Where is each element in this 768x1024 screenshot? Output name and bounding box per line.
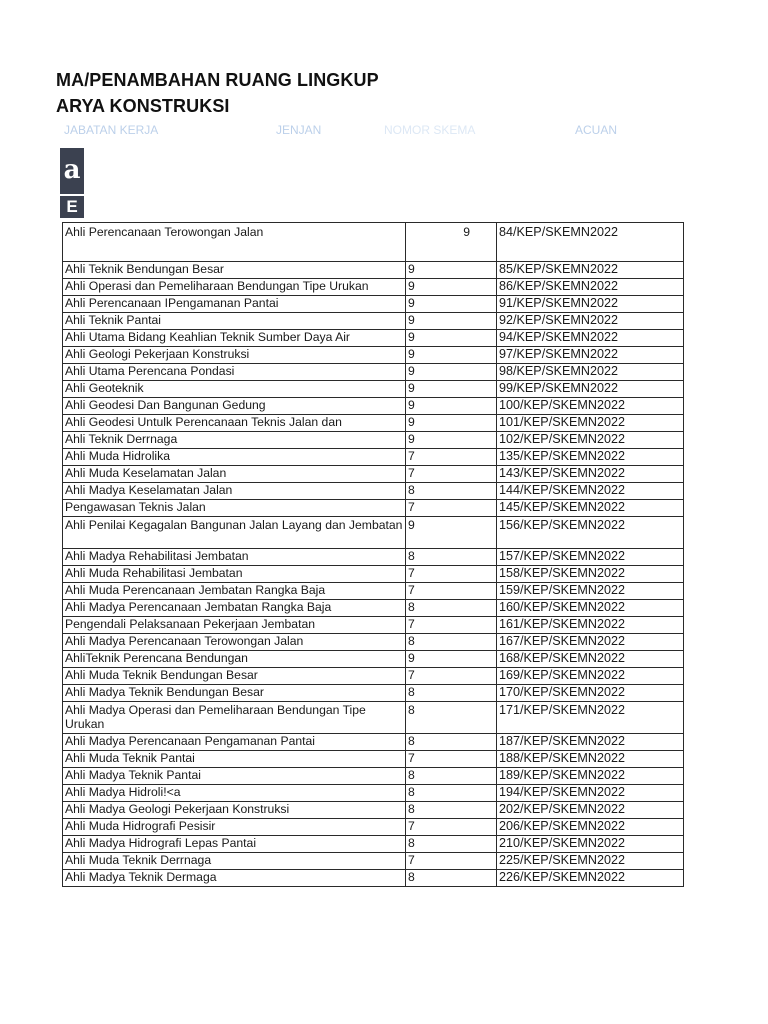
level-cell: 7 bbox=[406, 853, 497, 870]
table-row bbox=[63, 364, 684, 381]
scheme-number-cell: 157/KEP/SKEMN2022 bbox=[497, 549, 684, 566]
job-title-cell: Ahli Madya Rehabilitasi Jembatan bbox=[63, 549, 406, 566]
job-title-cell: Ahli Madya Teknik Bendungan Besar bbox=[63, 685, 406, 702]
job-title-cell: Ahli Madya Perencanaan Pengamanan Pantai bbox=[63, 734, 406, 751]
level-cell: 7 bbox=[406, 617, 497, 634]
table-row bbox=[63, 517, 684, 549]
table-row bbox=[63, 819, 684, 836]
job-title-cell: Ahli Madya Operasi dan Pemeliharaan Bendungan Tipe Urukan bbox=[63, 702, 406, 734]
job-title-cell: Ahli Muda Keselamatan Jalan bbox=[63, 466, 406, 483]
table-row bbox=[63, 651, 684, 668]
table-row bbox=[63, 734, 684, 751]
job-title-cell: Ahli Teknik Derrnaga bbox=[63, 432, 406, 449]
level-cell: 9 bbox=[406, 517, 497, 549]
level-cell: 7 bbox=[406, 583, 497, 600]
level-cell: 8 bbox=[406, 870, 497, 887]
scheme-number-cell: 145/KEP/SKEMN2022 bbox=[497, 500, 684, 517]
table-row bbox=[63, 702, 684, 734]
level-cell: 7 bbox=[406, 751, 497, 768]
scheme-number-cell: 225/KEP/SKEMN2022 bbox=[497, 853, 684, 870]
level-cell: 8 bbox=[406, 802, 497, 819]
scheme-number-cell: 206/KEP/SKEMN2022 bbox=[497, 819, 684, 836]
level-cell: 8 bbox=[406, 734, 497, 751]
table-row bbox=[63, 785, 684, 802]
job-title-cell: Ahli Madya Teknik Pantai bbox=[63, 768, 406, 785]
scheme-number-cell: 160/KEP/SKEMN2022 bbox=[497, 600, 684, 617]
level-cell: 9 bbox=[406, 262, 497, 279]
document-title-line-2: ARYA KONSTRUKSI bbox=[56, 96, 230, 116]
level-cell: 8 bbox=[406, 836, 497, 853]
level-cell: 8 bbox=[406, 549, 497, 566]
level-cell: 9 bbox=[406, 364, 497, 381]
table-row bbox=[63, 566, 684, 583]
job-title-cell: Ahli Muda Teknik Derrnaga bbox=[63, 853, 406, 870]
table-row bbox=[63, 279, 684, 296]
table-row bbox=[63, 617, 684, 634]
scheme-number-cell: 210/KEP/SKEMN2022 bbox=[497, 836, 684, 853]
level-cell: 9 bbox=[406, 223, 497, 262]
level-cell: 8 bbox=[406, 685, 497, 702]
job-title-cell: Ahli Geologi Pekerjaan Konstruksi bbox=[63, 347, 406, 364]
job-title-cell: Ahli Madya Hidrografi Lepas Pantai bbox=[63, 836, 406, 853]
scheme-number-cell: 187/KEP/SKEMN2022 bbox=[497, 734, 684, 751]
level-cell: 7 bbox=[406, 566, 497, 583]
table-row bbox=[63, 262, 684, 279]
level-cell: 9 bbox=[406, 432, 497, 449]
job-title-cell: Ahli Perencanaan IPengamanan Pantai bbox=[63, 296, 406, 313]
scheme-number-cell: 102/KEP/SKEMN2022 bbox=[497, 432, 684, 449]
scheme-number-cell: 86/KEP/SKEMN2022 bbox=[497, 279, 684, 296]
job-title-cell: AhliTeknik Perencana Bendungan bbox=[63, 651, 406, 668]
job-title-cell: Pengendali Pelaksanaan Pekerjaan Jembatan bbox=[63, 617, 406, 634]
job-title-cell: Ahli Utama Bidang Keahlian Teknik Sumber Daya Air bbox=[63, 330, 406, 347]
scheme-number-cell: 158/KEP/SKEMN2022 bbox=[497, 566, 684, 583]
table-row bbox=[63, 483, 684, 500]
job-title-cell: Ahli Penilai Kegagalan Bangunan Jalan Layang dan Jembatan bbox=[63, 517, 406, 549]
scheme-number-cell: 144/KEP/SKEMN2022 bbox=[497, 483, 684, 500]
scheme-number-cell: 97/KEP/SKEMN2022 bbox=[497, 347, 684, 364]
level-cell: 9 bbox=[406, 381, 497, 398]
scheme-number-cell: 226/KEP/SKEMN2022 bbox=[497, 870, 684, 887]
table-row bbox=[63, 853, 684, 870]
level-cell: 9 bbox=[406, 313, 497, 330]
job-title-cell: Ahli Geodesi Dan Bangunan Gedung bbox=[63, 398, 406, 415]
level-cell: 7 bbox=[406, 449, 497, 466]
table-row bbox=[63, 768, 684, 785]
job-title-cell: Ahli Madya Teknik Dermaga bbox=[63, 870, 406, 887]
level-cell: 8 bbox=[406, 600, 497, 617]
job-title-cell: Pengawasan Teknis Jalan bbox=[63, 500, 406, 517]
job-title-cell: Ahli Muda Hidrografi Pesisir bbox=[63, 819, 406, 836]
level-cell: 7 bbox=[406, 819, 497, 836]
table-row bbox=[63, 583, 684, 600]
table-row bbox=[63, 296, 684, 313]
job-title-cell: Ahli Operasi dan Pemeliharaan Bendungan Tipe Urukan bbox=[63, 279, 406, 296]
job-title-cell: Ahli Madya Geologi Pekerjaan Konstruksi bbox=[63, 802, 406, 819]
column-header-nomor-skema: NOMOR SKEMA bbox=[384, 123, 476, 137]
level-cell: 8 bbox=[406, 702, 497, 734]
scheme-number-cell: 143/KEP/SKEMN2022 bbox=[497, 466, 684, 483]
level-cell: 9 bbox=[406, 296, 497, 313]
side-label-block-top: a bbox=[60, 148, 84, 194]
scheme-number-cell: 168/KEP/SKEMN2022 bbox=[497, 651, 684, 668]
job-title-cell: Ahli Muda Teknik Bendungan Besar bbox=[63, 668, 406, 685]
table-row bbox=[63, 870, 684, 887]
level-cell: 9 bbox=[406, 415, 497, 432]
scheme-number-cell: 135/KEP/SKEMN2022 bbox=[497, 449, 684, 466]
table-row bbox=[63, 685, 684, 702]
scheme-number-cell: 170/KEP/SKEMN2022 bbox=[497, 685, 684, 702]
table-row bbox=[63, 415, 684, 432]
scheme-number-cell: 167/KEP/SKEMN2022 bbox=[497, 634, 684, 651]
scheme-number-cell: 101/KEP/SKEMN2022 bbox=[497, 415, 684, 432]
table-row bbox=[63, 549, 684, 566]
job-title-cell: Ahli Geodesi Untulk Perencanaan Teknis Jalan dan bbox=[63, 415, 406, 432]
level-cell: 7 bbox=[406, 466, 497, 483]
job-title-cell: Ahli Muda Rehabilitasi Jembatan bbox=[63, 566, 406, 583]
job-title-cell: Ahli Muda Hidrolika bbox=[63, 449, 406, 466]
table-row bbox=[63, 432, 684, 449]
table-row bbox=[63, 466, 684, 483]
level-cell: 9 bbox=[406, 651, 497, 668]
scheme-number-cell: 84/KEP/SKEMN2022 bbox=[497, 223, 684, 262]
scheme-number-cell: 98/KEP/SKEMN2022 bbox=[497, 364, 684, 381]
level-cell: 8 bbox=[406, 483, 497, 500]
scheme-number-cell: 85/KEP/SKEMN2022 bbox=[497, 262, 684, 279]
job-title-cell: Ahli Madya Keselamatan Jalan bbox=[63, 483, 406, 500]
table-row bbox=[63, 398, 684, 415]
scheme-number-cell: 194/KEP/SKEMN2022 bbox=[497, 785, 684, 802]
level-cell: 9 bbox=[406, 398, 497, 415]
scheme-number-cell: 189/KEP/SKEMN2022 bbox=[497, 768, 684, 785]
column-header-jenjang: JENJAN bbox=[276, 123, 322, 137]
table-row bbox=[63, 802, 684, 819]
table-row bbox=[63, 836, 684, 853]
job-title-cell: Ahli Madya Hidroli!<a bbox=[63, 785, 406, 802]
job-title-cell: Ahli Madya Perencanaan Terowongan Jalan bbox=[63, 634, 406, 651]
skema-table bbox=[62, 222, 684, 887]
document-title-line-1: MA/PENAMBAHAN RUANG LINGKUP bbox=[56, 70, 379, 90]
table-row bbox=[63, 347, 684, 364]
scheme-number-cell: 91/KEP/SKEMN2022 bbox=[497, 296, 684, 313]
level-cell: 9 bbox=[406, 347, 497, 364]
table-row bbox=[63, 381, 684, 398]
scheme-number-cell: 169/KEP/SKEMN2022 bbox=[497, 668, 684, 685]
job-title-cell: Ahli Madya Perencanaan Jembatan Rangka Baja bbox=[63, 600, 406, 617]
job-title-cell: Ahli Perencanaan Terowongan Jalan bbox=[63, 223, 406, 262]
scheme-number-cell: 159/KEP/SKEMN2022 bbox=[497, 583, 684, 600]
scheme-number-cell: 188/KEP/SKEMN2022 bbox=[497, 751, 684, 768]
job-title-cell: Ahli Teknik Pantai bbox=[63, 313, 406, 330]
scheme-number-cell: 94/KEP/SKEMN2022 bbox=[497, 330, 684, 347]
scheme-number-cell: 202/KEP/SKEMN2022 bbox=[497, 802, 684, 819]
table-row bbox=[63, 313, 684, 330]
column-header-acuan: ACUAN bbox=[575, 123, 618, 137]
column-header-jabatan: JABATAN KERJA bbox=[64, 123, 159, 137]
table-row bbox=[63, 500, 684, 517]
table-row bbox=[63, 330, 684, 347]
scheme-number-cell: 92/KEP/SKEMN2022 bbox=[497, 313, 684, 330]
job-title-cell: Ahli Teknik Bendungan Besar bbox=[63, 262, 406, 279]
job-title-cell: Ahli Muda Teknik Pantai bbox=[63, 751, 406, 768]
table-row bbox=[63, 634, 684, 651]
table-row bbox=[63, 751, 684, 768]
job-title-cell: Ahli Geoteknik bbox=[63, 381, 406, 398]
side-label-block-bottom: E bbox=[60, 196, 84, 218]
job-title-cell: Ahli Muda Perencanaan Jembatan Rangka Baja bbox=[63, 583, 406, 600]
level-cell: 9 bbox=[406, 279, 497, 296]
level-cell: 7 bbox=[406, 500, 497, 517]
scheme-number-cell: 161/KEP/SKEMN2022 bbox=[497, 617, 684, 634]
level-cell: 8 bbox=[406, 768, 497, 785]
scheme-number-cell: 156/KEP/SKEMN2022 bbox=[497, 517, 684, 549]
scheme-number-cell: 100/KEP/SKEMN2022 bbox=[497, 398, 684, 415]
scheme-number-cell: 99/KEP/SKEMN2022 bbox=[497, 381, 684, 398]
level-cell: 7 bbox=[406, 668, 497, 685]
table-row bbox=[63, 668, 684, 685]
job-title-cell: Ahli Utama Perencana Pondasi bbox=[63, 364, 406, 381]
table-row bbox=[63, 449, 684, 466]
level-cell: 8 bbox=[406, 785, 497, 802]
level-cell: 8 bbox=[406, 634, 497, 651]
level-cell: 9 bbox=[406, 330, 497, 347]
table-row bbox=[63, 600, 684, 617]
scheme-number-cell: 171/KEP/SKEMN2022 bbox=[497, 702, 684, 734]
table-row bbox=[63, 223, 684, 262]
